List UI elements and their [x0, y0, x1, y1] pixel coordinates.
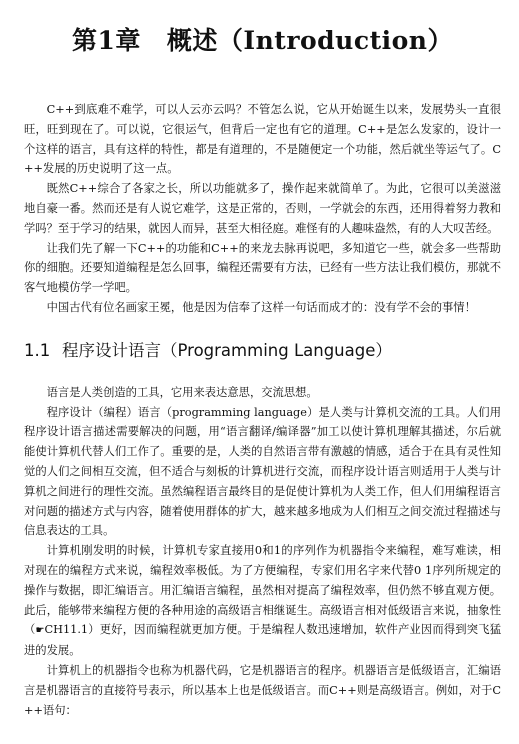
intro-paragraph: 让我们先了解一下C++的功能和C++的来龙去脉再说吧，多知道它一些，就会多一些帮助你的细胞。还要知道编程是怎么回事，编程还需要有方法，已经有一些方法让我们模仿，那就不客气地模仿学一学吧。: [24, 241, 501, 295]
page: [0, 24, 519, 744]
paragraph-text: ）更好，因而编程就更加方便。于是编程人数迅速增加，软件产业因而得到突飞猛进的发展。: [24, 623, 501, 658]
section-heading: [24, 339, 501, 363]
chapter-name: 概述（Introduction）: [166, 26, 453, 55]
chapter-title: [24, 24, 501, 58]
section-number: 1.1: [24, 340, 51, 360]
intro-paragraph: C++到底难不难学，可以人云亦云吗？不管怎么说，它从开始诞生以来，发展势头一直很旺，旺到现在了。可以说，它很运气，但背后一定也有它的道理。C++是怎么发家的，设计一个这样的语言，具有这样的特性，都是有道理的，不是随便定一个功能，然后就坐等运气了。C++发展的历史说明了这一点。: [24, 103, 501, 176]
section-body: [24, 383, 501, 721]
section-paragraph: 计算机上的机器指令也称为机器代码，它是机器语言的程序。机器语言是低级语言，汇编语言是机器语言的直接符号表示，所以基本上也是低级语言。而C++则是高级语言。例如，对于C++语句：: [24, 663, 501, 717]
chapter-number: 第1章: [72, 26, 141, 55]
pointing-hand-icon: ☛: [35, 625, 45, 637]
paragraph-text: 计算机刚发明的时候，计算机专家直接用0和1的序列作为机器指令来编程，难写难读，相对现在的编程方式来说，编程效率极低。为了方便编程，专家们用名字来代替0 1序列所规定的操作与数据，即汇编语言。用汇编语言编程，虽然相对提高了编程效率，但仍然不够直观方便。此后，能够带来编程方便的各种用途的高级语言相继诞生。高级语言相对低级语言来说，抽象性（: [24, 544, 501, 637]
intro-paragraph: 中国古代有位名画家王冕，他是因为信奉了这样一句话而成才的：没有学不会的事情！: [46, 300, 476, 314]
section-title: 程序设计语言（Programming Language）: [62, 340, 392, 360]
section-paragraph: [24, 541, 501, 661]
section-paragraph: 程序设计（编程）语言（programming language）是人类与计算机交流的工具。人们用程序设计语言描述需要解决的问题，用“语言翻译/编译器”加工以使计算机理解其描述，尔后就能使计算机代替人们工作了。重要的是，人类的自然语言带有激越的情感，适合于在具有灵性知觉的人们之间相互交流，但不适合与刻板的计算机进行交流，而程序设计语言则适用于人类与计算机之间进行的理性交流。虽然编程语言最终目的是促使计算机为人类工作，但人们用编程语言对问题的描述方式与内容，随着使用群体的扩大，越来越多地成为人们相互之间交流过程描述与信息表达的工具。: [24, 405, 501, 538]
intro-section: [24, 100, 501, 318]
cross-reference: CH11.1: [44, 623, 89, 637]
section-paragraph: 语言是人类创造的工具，它用来表达意思，交流思想。: [46, 385, 318, 399]
intro-paragraph: 既然C++综合了各家之长，所以功能就多了，操作起来就简单了。为此，它很可以美滋滋地自豪一番。然而还是有人说它难学，这是正常的，否则，一学就会的东西，还用得着努力教和学吗？至于学习的结果，就因人而异，甚至大相径庭。难怪有的人趣味盎然，有的人大叹苦经。: [24, 182, 501, 235]
